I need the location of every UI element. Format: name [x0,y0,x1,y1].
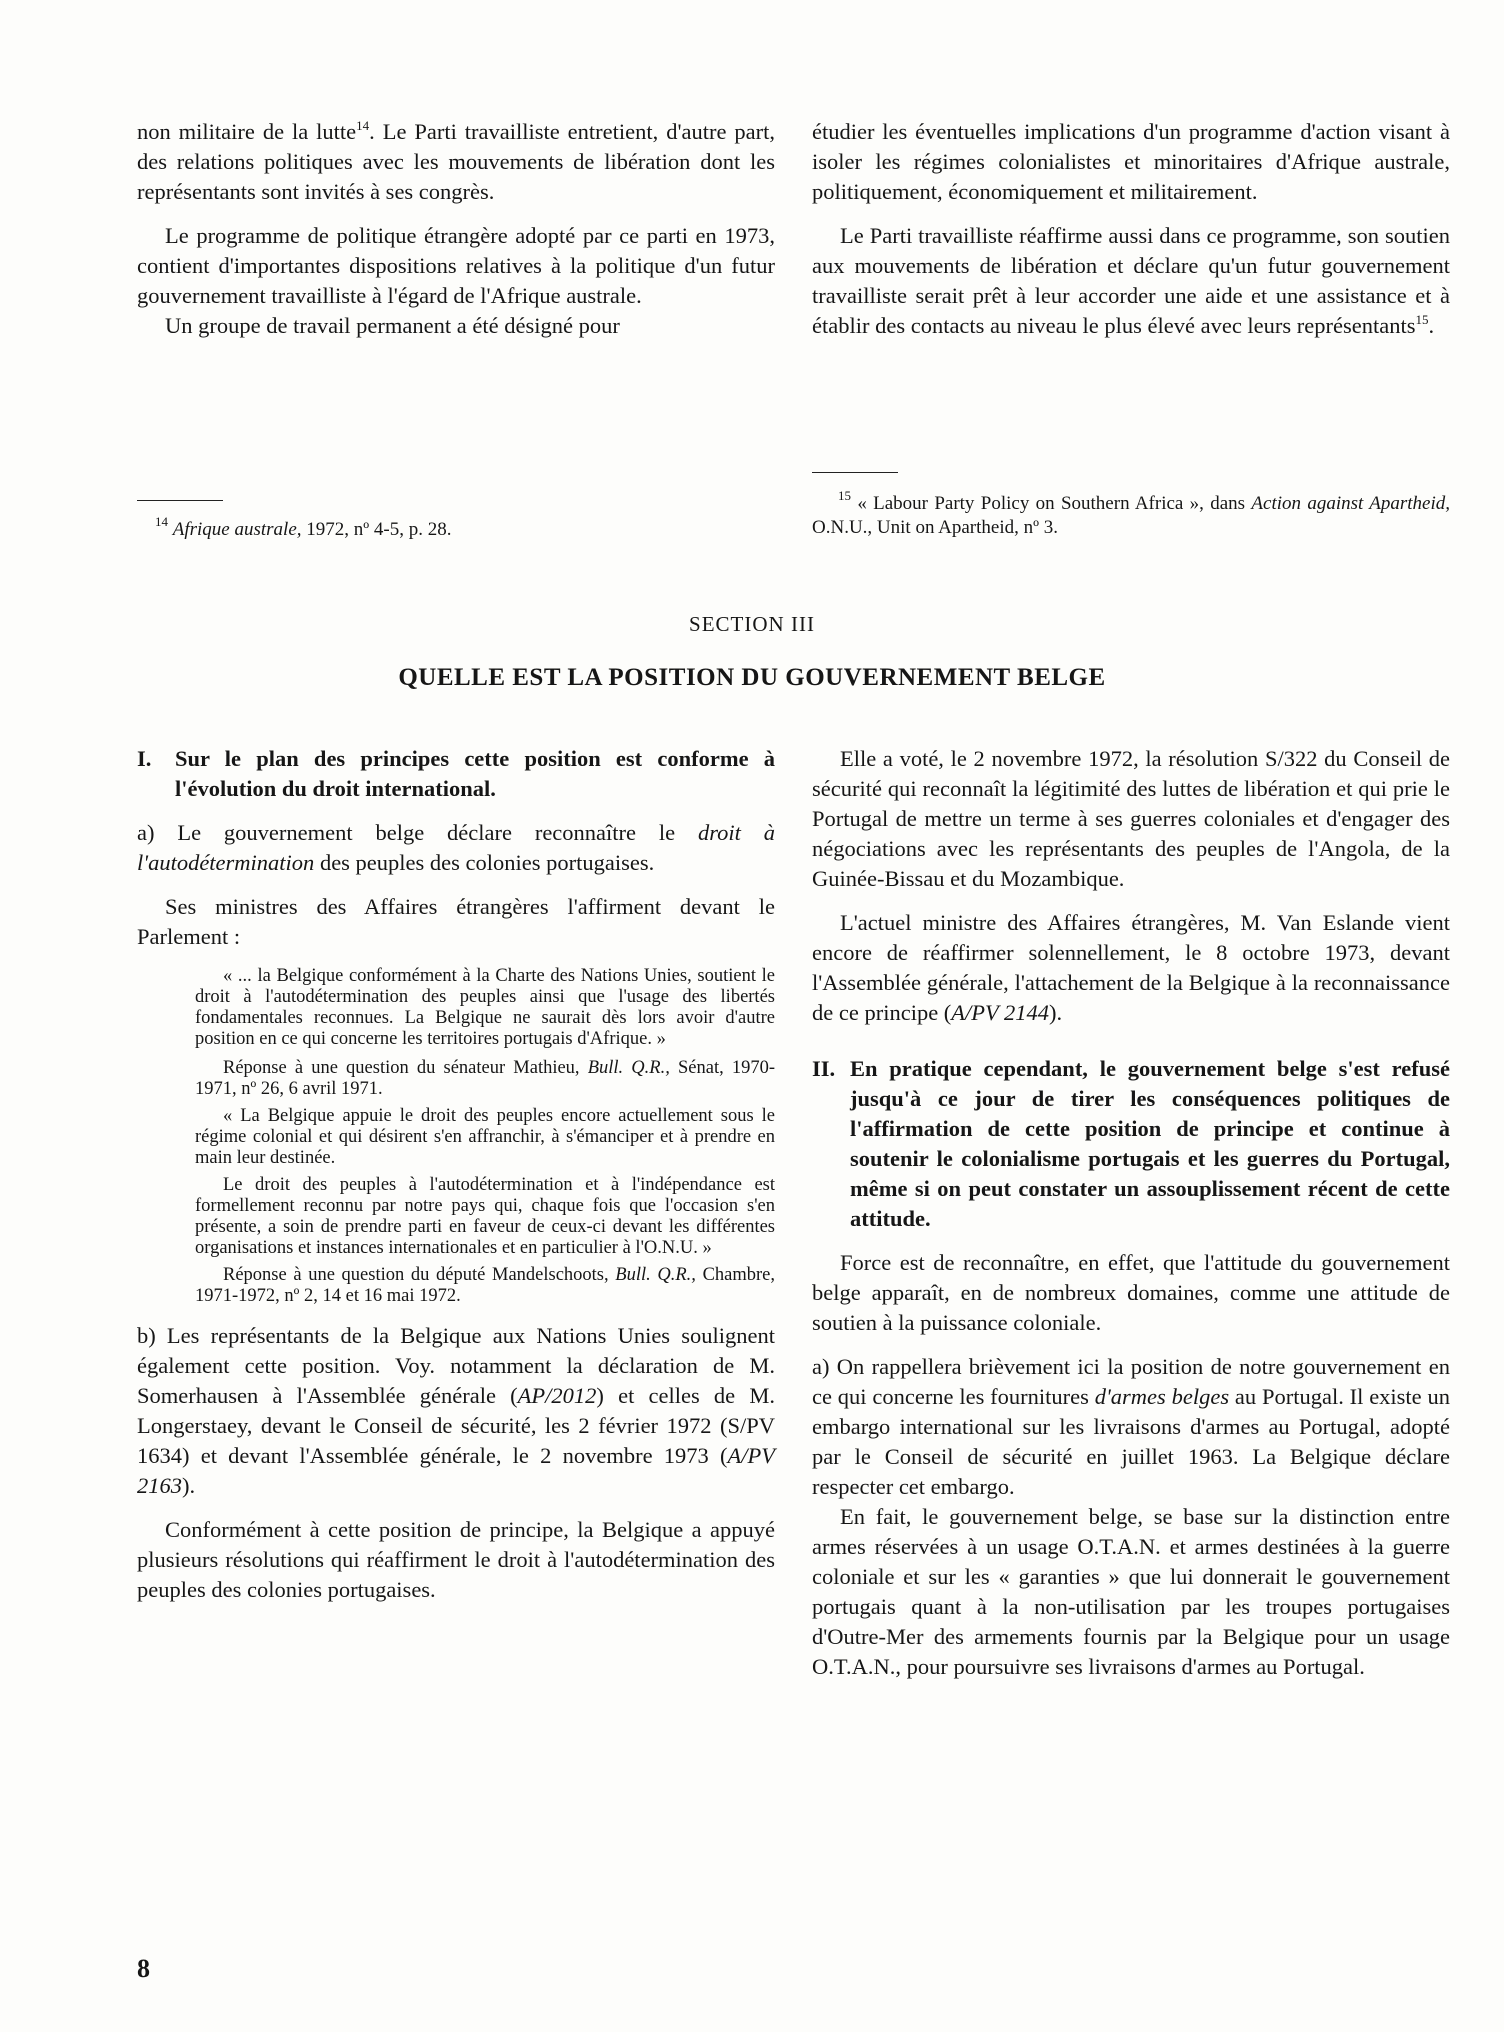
page-number: 8 [137,1954,150,1983]
paragraph: Elle a voté, le 2 novembre 1972, la résolution S/322 du Conseil de sécurité qui reconnaît la légitimité des luttes de libération et qui prie le Portugal de mettre un terme à ses guerres coloniales et d'engager des négociations avec les représentants des peuples de l'Angola, de la Guinée-Bissau et du Mozambique. [812,746,1450,891]
quote-source: Réponse à une question du sénateur Mathieu, Bull. Q.R., Sénat, 1970-1971, nº 26, 6 avril 1971. [195,1058,776,1099]
paragraph: Le programme de politique étrangère adopté par ce parti en 1973, contient d'importantes dispositions relatives à la politique d'un futur gouvernement travailliste à l'égard de l'Afrique australe. [137,223,775,308]
footnote-rule [812,472,898,473]
paragraph: L'actuel ministre des Affaires étrangères, M. Van Eslande vient encore de réaffirmer solennellement, le 8 octobre 1973, devant l'Assemblée générale, l'attachement de la Belgique à la reconnaissance de ce principe (A/PV 2144). [812,910,1450,1025]
section-label: SECTION III [689,612,815,636]
heading-ii: II. En pratique cependant, le gouvernement belge s'est refusé jusqu'à ce jour de tirer les conséquences politiques de l'affirmation de cette position de principe et continue à soutenir le colonialisme portugais et les guerres du Portugal, même si on peut constater un assouplissement récent de cette attitude. [812,1056,1450,1231]
quote: « La Belgique appuie le droit des peuples encore actuellement sous le régime colonial et qui désirent s'en affranchir, à s'émanciper et à prendre en main leur destinée. [195,1106,775,1168]
footnote-ref: 14 [356,118,370,133]
paragraph: Un groupe de travail permanent a été désigné pour [165,313,620,338]
paragraph: En fait, le gouvernement belge, se base sur la distinction entre armes réservées à un usage O.T.A.N. et armes destinées à la guerre coloniale et sur les « garanties » que lui donnerait le gouvernement portugais quant à la non-utilisation par les troupes portugaises d'Outre-Mer des armements fournis par la Belgique pour un usage O.T.A.N., pour poursuivre ses livraisons d'armes au Portugal. [812,1504,1450,1679]
paragraph: étudier les éventuelles implications d'un programme d'action visant à isoler les régimes colonialistes et minoritaires d'Afrique australe, politiquement, économiquement et militairement. [812,119,1450,204]
paragraph: Conformément à cette position de principe, la Belgique a appuyé plusieurs résolutions qui réaffirment le droit à l'autodétermination des peuples des colonies portugaises. [137,1517,775,1602]
bottom-right-column [812,744,1450,1682]
paragraph: Force est de reconnaître, en effet, que l'attitude du gouvernement belge apparaît, en de nombreux domaines, comme une attitude de soutien à la puissance coloniale. [812,1250,1450,1335]
quote: Le droit des peuples à l'autodétermination et à l'indépendance est formellement reconnu par notre pays qui, chaque fois que l'occasion s'en présente, a soin de prendre parti en faveur de ceux-ci devant les différentes organisations et instances internationales et en particulier à l'O.N.U. » [195,1175,775,1258]
top-right-column [812,117,1450,341]
section-title: QUELLE EST LA POSITION DU GOUVERNEMENT BELGE [398,664,1106,691]
paragraph-a: a) On rappellera brièvement ici la position de notre gouvernement en ce qui concerne les fournitures d'armes belges au Portugal. Il existe un embargo international sur les livraisons d'armes au Portugal, adopté par le Conseil de sécurité en juillet 1963. La Belgique déclare respecter cet embargo. [812,1354,1450,1499]
paragraph: Ses ministres des Affaires étrangères l'affirment devant le Parlement : [137,894,775,949]
paragraph-a: a) Le gouvernement belge déclare reconnaître le droit à l'autodétermination des peuples des colonies portugaises. [137,820,775,875]
footnote-rule [137,500,223,501]
paragraph: non militaire de la lutte$^{14}$. Le Parti travailliste entretient, d'autre part, des relations politiques avec les mouvements de libération dont les représentants sont invités à ses congrès. [137,118,775,204]
heading-i: I. Sur le plan des principes cette position est conforme à l'évolution du droit international. [137,746,775,801]
quote-source: Réponse à une question du député Mandelschoots, Bull. Q.R., Chambre, 1971-1972, nº 2, 14 et 16 mai 1972. [195,1265,776,1306]
paragraph-b: b) Les représentants de la Belgique aux Nations Unies soulignent également cette position. Voy. notamment la déclaration de M. Somerhausen à l'Assemblée générale (AP/2012) et celles de M. Longerstaey, devant le Conseil de sécurité, les 2 février 1972 (S/PV 1634) et devant l'Assemblée générale, le 2 novembre 1973 (A/PV 2163). [137,1323,775,1498]
top-left-column [137,117,775,341]
footnote-15: $^{15}$ « Labour Party Policy on Southern Africa », dans Action against Apartheid, O.N.U., Unit on Apartheid, nº 3. [812,488,1450,538]
quote: « ... la Belgique conformément à la Charte des Nations Unies, soutient le droit à l'autodétermination des peuples ainsi que l'usage des libertés fondamentales reconnues. La Belgique ne saurait dès lors avoir d'autre position en ce qui concerne les territoires portugais d'Afrique. » [195,966,775,1049]
footnote-14: $^{14}$ Afrique australe, 1972, nº 4-5, p. 28. [155,514,452,540]
bottom-left-column [137,744,775,1605]
footnote-ref: 15 [1415,312,1429,327]
paragraph: Le Parti travailliste réaffirme aussi dans ce programme, son soutien aux mouvements de libération et déclare qu'un futur gouvernement travailliste serait prêt à leur accorder une aide et une assistance et à établir des contacts au niveau le plus élevé avec leurs représentants$^{15}$. [812,223,1450,338]
